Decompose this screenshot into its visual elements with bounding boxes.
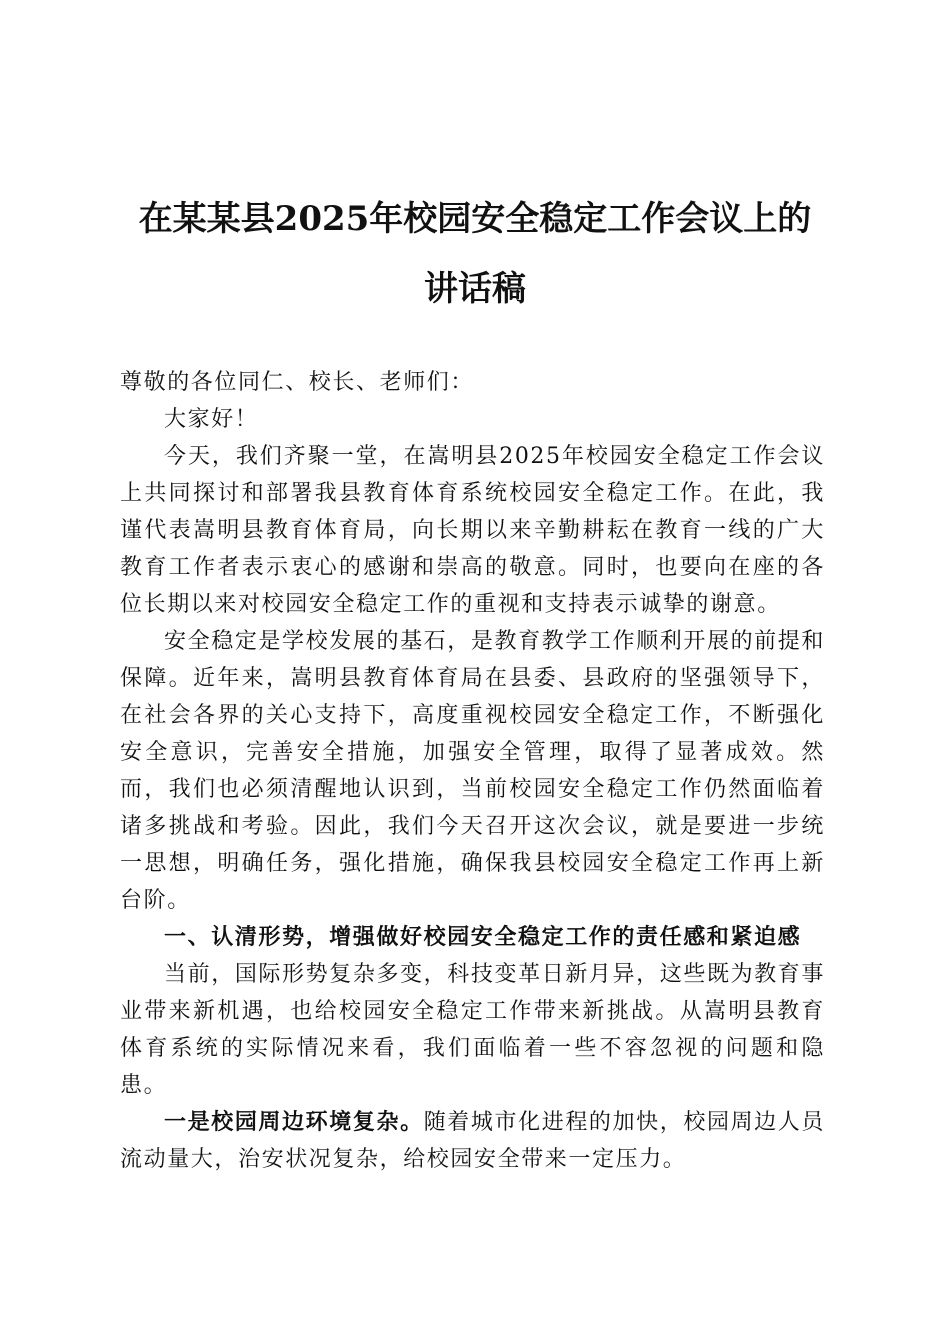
paragraph-background: 安全稳定是学校发展的基石，是教育教学工作顺利开展的前提和保障。近年来，嵩明县教育体育局在县委、县政府的坚强领导下，在社会各界的关心支持下，高度重视校园安全稳定工作，不断强化安全意识，完善安全措施，加强安全管理，取得了显著成效。然而，我们也必须清醒地认识到，当前校园安全稳定工作仍然面临着诸多挑战和考验。因此，我们今天召开这次会议，就是要进一步统一思想，明确任务，强化措施，确保我县校园安全稳定工作再上新台阶。	[120, 629, 825, 913]
paragraph-point-1	[120, 1104, 825, 1178]
title-line-2: 讲话稿	[424, 269, 526, 309]
point-1-lead: 一是校园周边环境复杂。	[164, 1110, 424, 1135]
paragraph-opening: 今天，我们齐聚一堂，在嵩明县2025年校园安全稳定工作会议上共同探讨和部署我县教育体育系统校园安全稳定工作。在此，我谨代表嵩明县教育体育局，向长期以来辛勤耕耘在教育一线的广大教育工作者表示衷心的感谢和崇高的敬意。同时，也要向在座的各位长期以来对校园安全稳定工作的重视和支持表示诚挚的谢意。	[120, 444, 825, 617]
section-heading-1: 一、认清形势，增强做好校园安全稳定工作的责任感和紧迫感	[164, 925, 802, 950]
salutation: 尊敬的各位同仁、校长、老师们：	[120, 370, 475, 395]
paragraph-situation: 当前，国际形势复杂多变，科技变革日新月异，这些既为教育事业带来新机遇，也给校园安全稳定工作带来新挑战。从嵩明县教育体育系统的实际情况来看，我们面临着一些不容忽视的问题和隐患。	[120, 962, 825, 1098]
title-line-1: 在某某县2025年校园安全稳定工作会议上的	[138, 199, 812, 239]
document-title	[120, 184, 830, 324]
document-body	[120, 364, 825, 1178]
greeting: 大家好！	[164, 407, 259, 432]
point-1-text: 随着城市化进程的加快，校园周边人员流动量大，治安状况复杂，给校园安全带来一定压力。	[120, 1110, 825, 1172]
